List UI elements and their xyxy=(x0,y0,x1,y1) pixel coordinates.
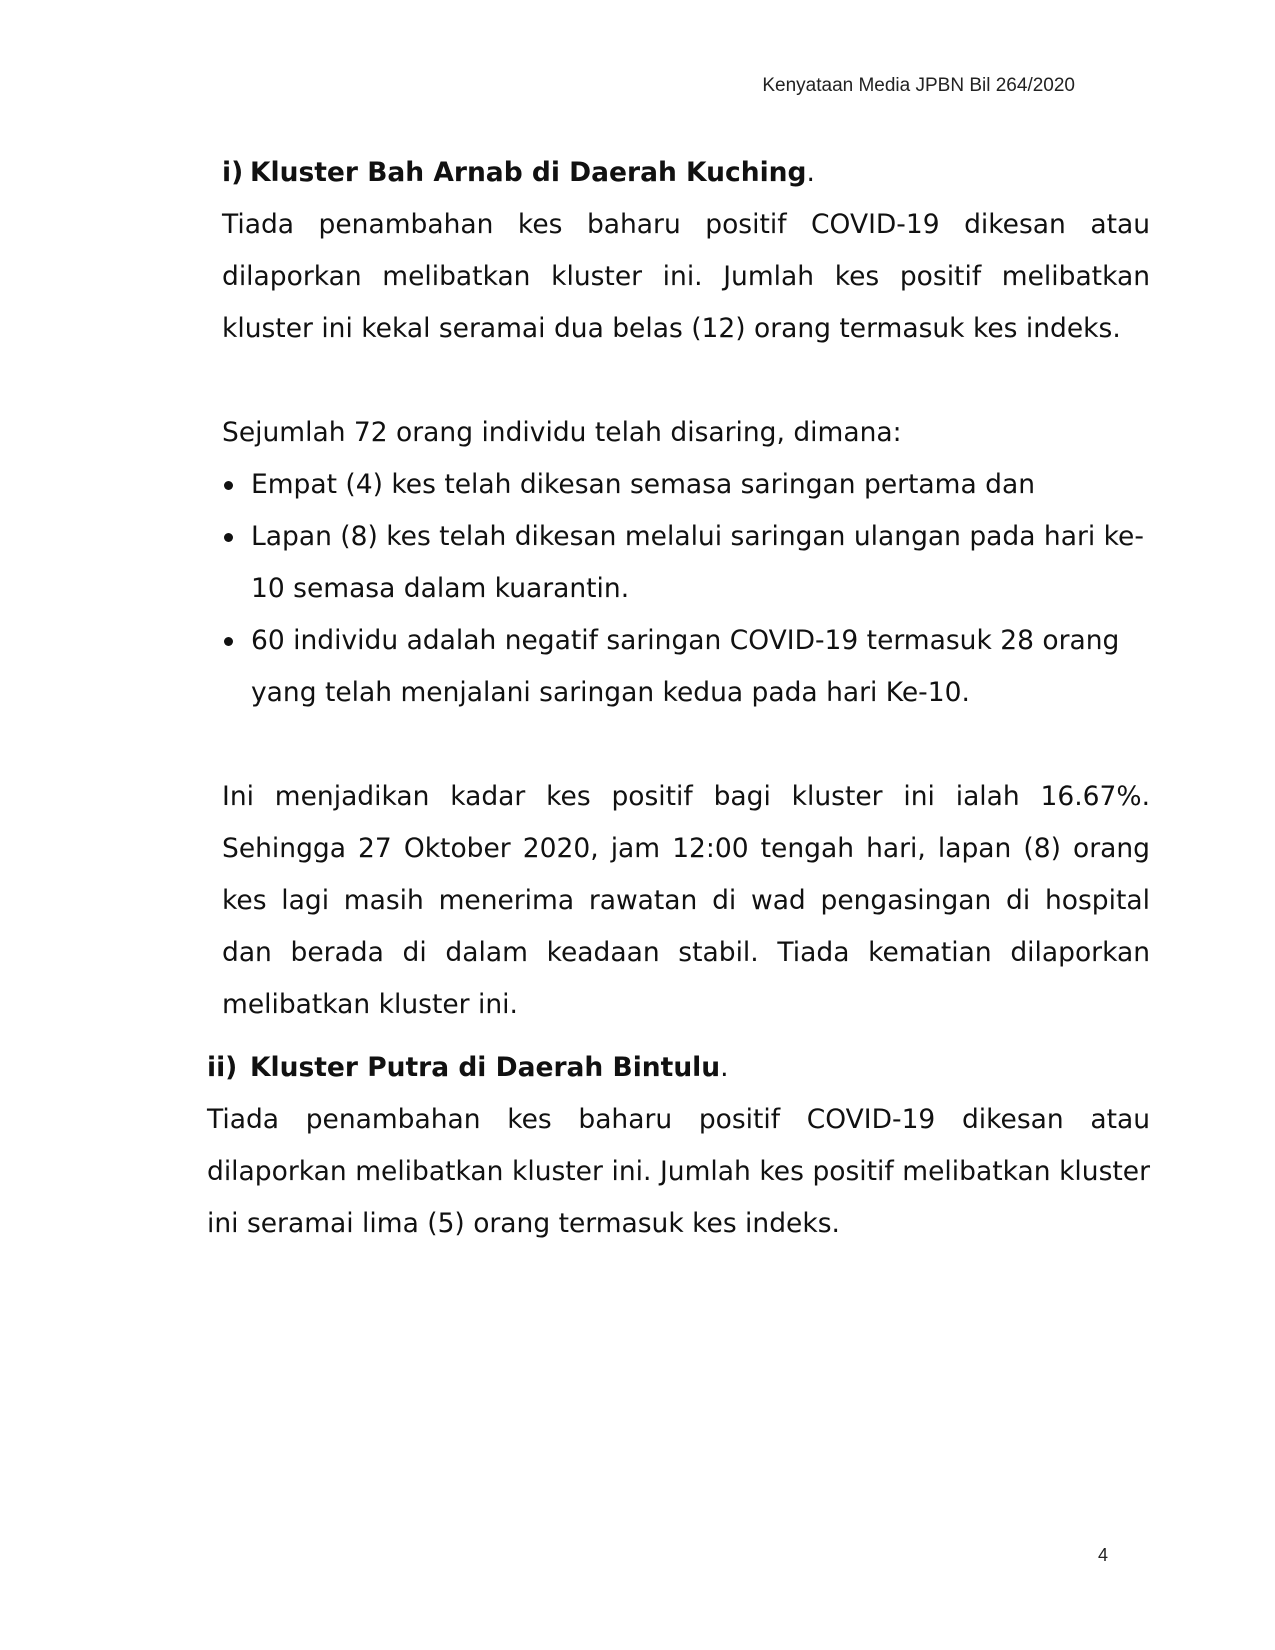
bullet-item xyxy=(222,615,1150,719)
paragraph-spacer xyxy=(222,355,1150,407)
bullet-dot-icon xyxy=(224,481,233,490)
section-title-period: . xyxy=(720,1052,729,1083)
section-kluster-putra xyxy=(207,1042,1150,1250)
section-paragraph-summary: Tiada penambahan kes baharu positif COVID-19 dikesan atau dilaporkan melibatkan kluster ini. Jumlah kes positif melibatkan kluster ini kekal seramai dua belas (12) orang termasuk kes indeks. xyxy=(222,209,1150,344)
bullet-dot-icon xyxy=(224,637,233,646)
bullet-text: Empat (4) kes telah dikesan semasa saringan pertama dan xyxy=(251,469,1035,500)
section-title: Kluster Bah Arnab di Daerah Kuching xyxy=(250,157,807,188)
section-title: Kluster Putra di Daerah Bintulu xyxy=(250,1052,721,1083)
section-paragraph-status: Ini menjadikan kadar kes positif bagi kluster ini ialah 16.67%. Sehingga 27 Oktober 2020, jam 12:00 tengah hari, lapan (8) orang kes lagi masih menerima rawatan di wad pengasingan di hospital dan berada di dalam keadaan stabil. Tiada kematian dilaporkan melibatkan kluster ini. xyxy=(222,781,1150,1020)
bullet-item xyxy=(222,459,1150,511)
section-title-period: . xyxy=(806,157,815,188)
paragraph-spacer xyxy=(222,719,1150,771)
section-kluster-bah-arnab xyxy=(222,147,1150,1031)
section-paragraph-summary: Tiada penambahan kes baharu positif COVID-19 dikesan atau dilaporkan melibatkan kluster ini. Jumlah kes positif melibatkan kluster ini seramai lima (5) orang termasuk kes indeks. xyxy=(207,1104,1150,1239)
bullet-text: Lapan (8) kes telah dikesan melalui saringan ulangan pada hari ke-10 semasa dalam kuarantin. xyxy=(251,521,1144,604)
bullet-item xyxy=(222,511,1150,615)
bullet-text: 60 individu adalah negatif saringan COVID-19 termasuk 28 orang yang telah menjalani saringan kedua pada hari Ke-10. xyxy=(251,625,1120,708)
screening-intro: Sejumlah 72 orang individu telah disaring, dimana: xyxy=(222,417,902,448)
section-number: ii) xyxy=(207,1052,238,1083)
section-heading xyxy=(207,1042,1150,1094)
section-heading xyxy=(222,147,1150,199)
document-reference-header: Kenyataan Media JPBN Bil 264/2020 xyxy=(762,75,1075,96)
section-number: i) xyxy=(222,157,244,188)
screening-bullet-list xyxy=(222,459,1150,719)
bullet-dot-icon xyxy=(224,533,233,542)
page-number: 4 xyxy=(1098,1545,1109,1565)
